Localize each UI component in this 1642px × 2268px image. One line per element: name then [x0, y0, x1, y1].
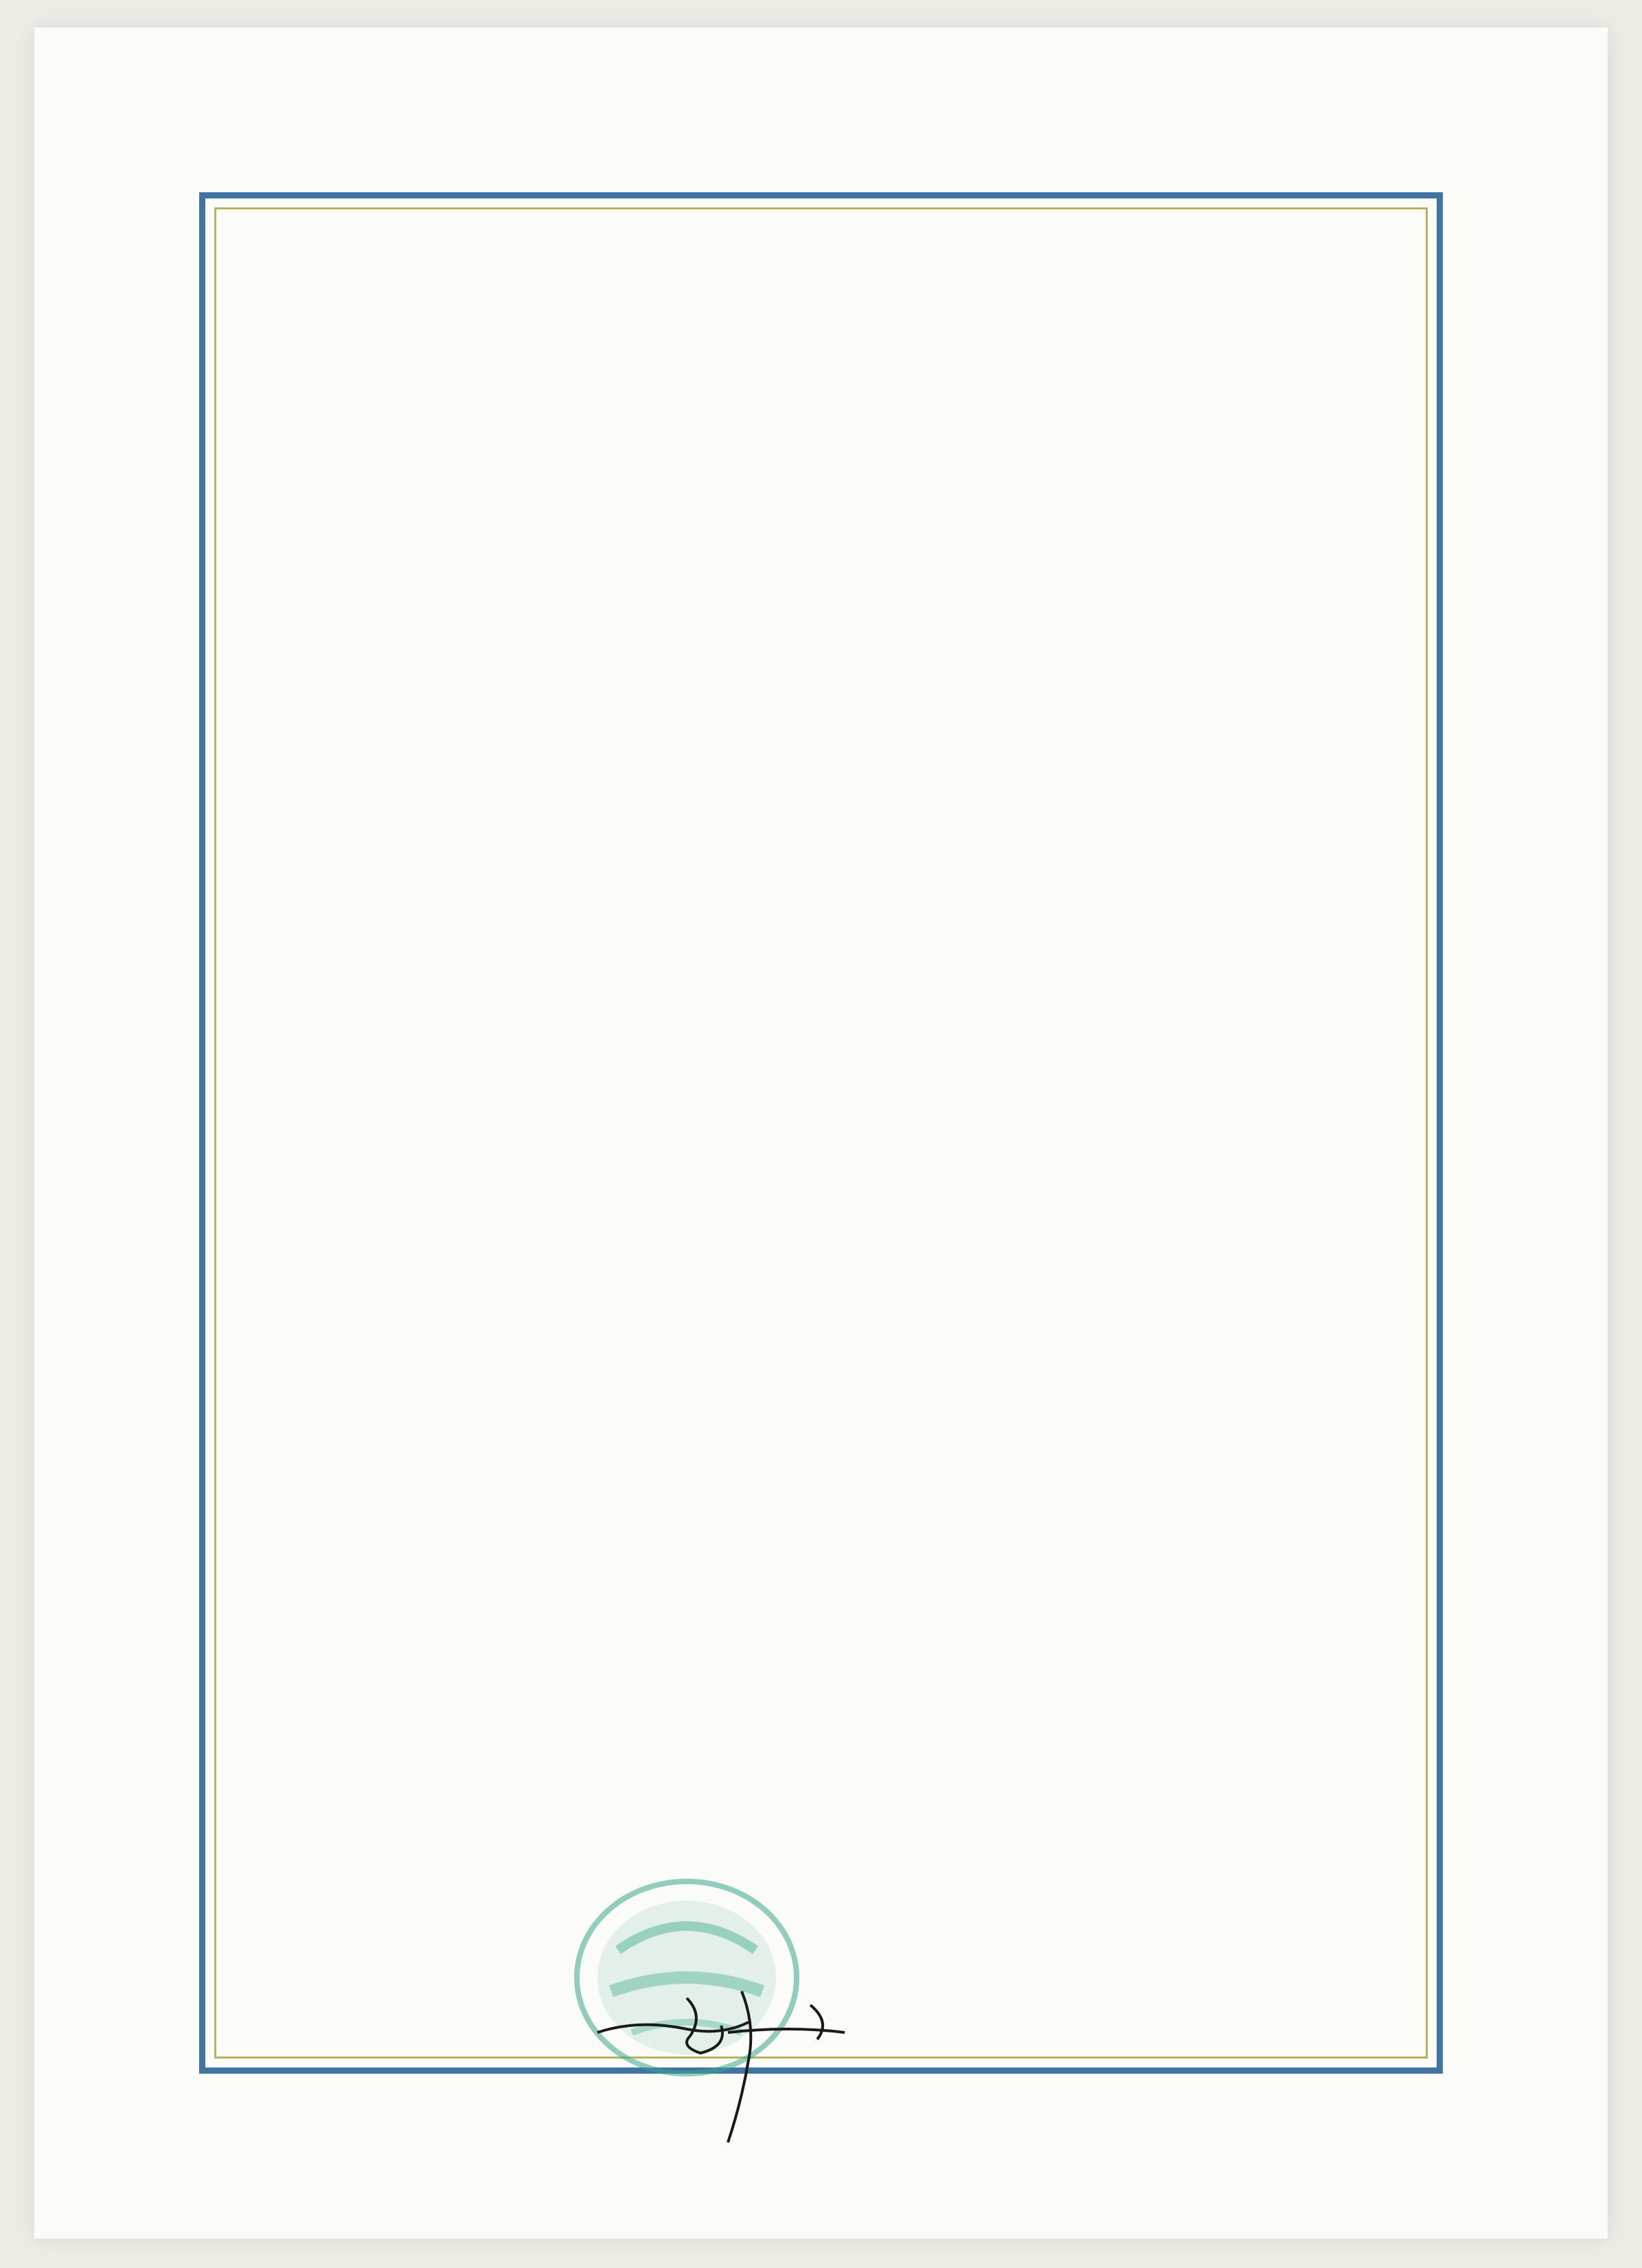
- handwritten-signature: [584, 1950, 900, 2149]
- ornament-border-right: [1450, 185, 1608, 2081]
- signature-icon: [584, 1950, 900, 2149]
- floral-pattern-left: [34, 185, 192, 2081]
- motto-block: [261, 295, 488, 308]
- ornament-border-top: [34, 27, 1608, 185]
- certificate-page: [34, 27, 1608, 2238]
- ornament-border-left: [34, 185, 192, 2081]
- floral-pattern-right: [1450, 185, 1608, 2081]
- certificate-content: [240, 233, 1401, 2032]
- floral-pattern-top: [34, 27, 1608, 185]
